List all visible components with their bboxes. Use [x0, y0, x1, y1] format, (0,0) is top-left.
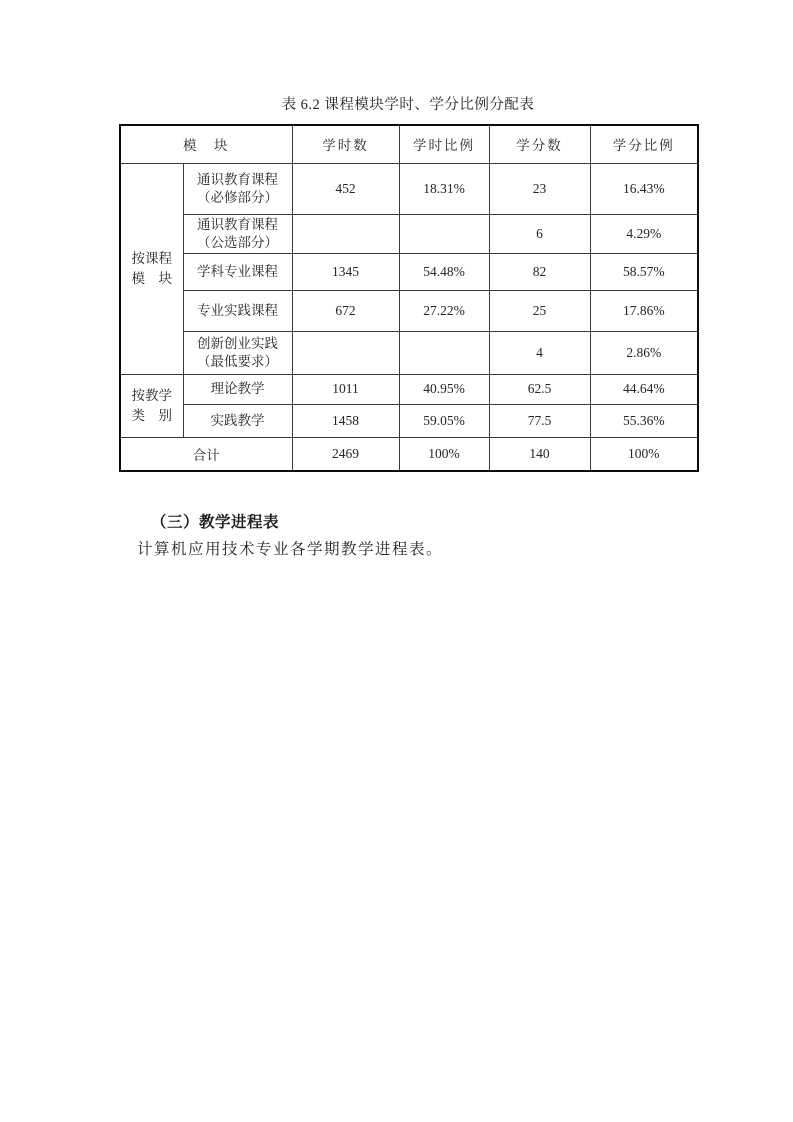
cell-hours-pct: 27.22% — [399, 290, 489, 331]
cell-hours — [292, 331, 399, 374]
group-label-line2: 类 别 — [131, 407, 172, 423]
cell-hours: 1458 — [292, 404, 399, 437]
cell-hours: 1345 — [292, 253, 399, 290]
cell-credits: 82 — [489, 253, 590, 290]
table-footer-row — [120, 437, 698, 471]
cell-total-credits-pct: 100% — [590, 437, 698, 471]
cell-module-name: 理论教学 — [183, 374, 292, 404]
table-row — [120, 214, 698, 253]
cell-module-name: 实践教学 — [183, 404, 292, 437]
cell-hours: 672 — [292, 290, 399, 331]
header-credits: 学分数 — [489, 125, 590, 163]
section-heading: （三）教学进程表 — [151, 513, 280, 531]
header-hours: 学时数 — [292, 125, 399, 163]
cell-total-hours: 2469 — [292, 437, 399, 471]
cell-hours: 1011 — [292, 374, 399, 404]
group-label-line1: 按教学 — [131, 387, 172, 403]
table-row — [120, 290, 698, 331]
header-module: 模 块 — [120, 125, 292, 163]
cell-credits-pct: 4.29% — [590, 214, 698, 253]
cell-credits: 62.5 — [489, 374, 590, 404]
paragraph: 计算机应用技术专业各学期教学进程表。 — [137, 541, 444, 558]
table-row — [120, 374, 698, 404]
group-label-line2: 模 块 — [131, 270, 172, 286]
group-label-by-teaching-type — [120, 374, 183, 437]
cell-module-name: 专业实践课程 — [183, 290, 292, 331]
table-row — [120, 163, 698, 214]
cell-hours-pct: 54.48% — [399, 253, 489, 290]
cell-hours: 452 — [292, 163, 399, 214]
cell-module-name: 学科专业课程 — [183, 253, 292, 290]
group-label-line1: 按课程 — [131, 250, 172, 266]
cell-hours-pct — [399, 331, 489, 374]
cell-credits: 23 — [489, 163, 590, 214]
cell-hours-pct: 40.95% — [399, 374, 489, 404]
header-hours-pct: 学时比例 — [399, 125, 489, 163]
table-row — [120, 331, 698, 374]
cell-total-credits: 140 — [489, 437, 590, 471]
cell-credits-pct: 2.86% — [590, 331, 698, 374]
cell-credits: 77.5 — [489, 404, 590, 437]
cell-credits: 4 — [489, 331, 590, 374]
cell-hours-pct: 18.31% — [399, 163, 489, 214]
cell-credits-pct: 58.57% — [590, 253, 698, 290]
cell-hours — [292, 214, 399, 253]
cell-module-name: 通识教育课程 （必修部分） — [183, 163, 292, 214]
cell-module-name: 通识教育课程 （公选部分） — [183, 214, 292, 253]
cell-credits-pct: 55.36% — [590, 404, 698, 437]
cell-credits-pct: 17.86% — [590, 290, 698, 331]
cell-credits: 25 — [489, 290, 590, 331]
cell-credits-pct: 44.64% — [590, 374, 698, 404]
table-row — [120, 253, 698, 290]
table-caption: 表 6.2 课程模块学时、学分比例分配表 — [281, 97, 535, 113]
header-credits-pct: 学分比例 — [590, 125, 698, 163]
cell-hours-pct: 59.05% — [399, 404, 489, 437]
cell-credits: 6 — [489, 214, 590, 253]
credit-distribution-table — [119, 124, 699, 472]
cell-credits-pct: 16.43% — [590, 163, 698, 214]
cell-total-hours-pct: 100% — [399, 437, 489, 471]
table-row — [120, 404, 698, 437]
cell-hours-pct — [399, 214, 489, 253]
cell-module-name: 创新创业实践 （最低要求） — [183, 331, 292, 374]
table-header-row — [120, 125, 698, 163]
group-label-by-module — [120, 163, 183, 374]
cell-total-label: 合计 — [120, 437, 292, 471]
